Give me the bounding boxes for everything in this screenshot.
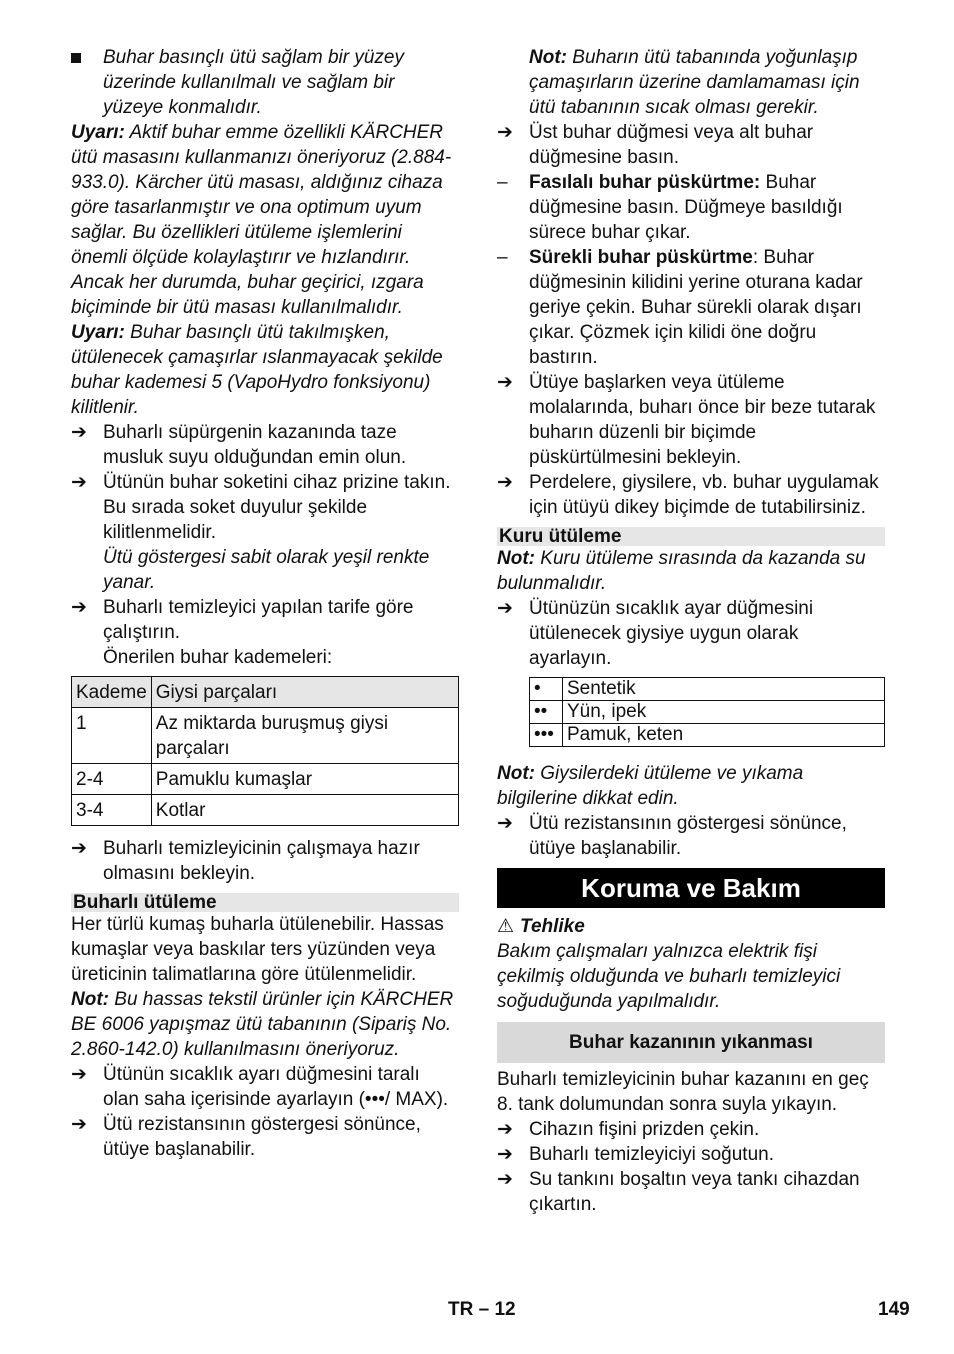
paragraph: Her türlü kumaş buharla ütülenebilir. Hassas kumaşlar veya baskılar ters yüzünden veya üreticinin talimatlarına göre ütülenmelidir. [71,914,444,985]
list-item: ➔ Üst buhar düğmesi veya alt buhar düğmesine basın. [497,122,814,168]
square-bullet-icon [71,45,99,70]
list-item: – Fasılalı buhar püskürtme: Buhar düğmesine basın. Düğmeye basıldığı sürece buhar çıkar. [497,172,843,243]
list-item: ➔ Su tankını boşaltın veya tankı cihazdan çıkartın. [497,1169,860,1215]
note-paragraph: Not: Kuru ütüleme sırasında da kazanda su bulunmalıdır. [497,548,866,594]
table-header-cell: Kademe [72,677,152,708]
step-note: Ütü göstergesi sabit olarak yeşil renkte yanar. [103,547,430,593]
arrow-icon: ➔ [497,1169,513,1190]
arrow-icon: ➔ [497,372,513,393]
table-row [530,678,885,701]
left-column [71,45,459,1162]
table-cell: 2-4 [72,764,152,795]
table-cell: Kotlar [151,795,458,826]
section-heading: Buharlı ütüleme [71,893,459,912]
dash-icon: – [497,247,508,268]
step-subtext: Önerilen buhar kademeleri: [103,647,333,668]
table-cell: Pamuk, keten [563,724,885,747]
list-item: ➔ Ütü rezistansının göstergesi sönünce, ütüye başlanabilir. [71,1114,421,1160]
table-row [530,724,885,747]
arrow-icon: ➔ [71,1064,87,1085]
warning-triangle-icon: ⚠ [497,916,515,937]
list-item: ➔ Buharlı temizleyicinin çalışmaya hazır olmasını bekleyin. [71,838,420,884]
arrow-icon: ➔ [497,1119,513,1140]
page-number: 149 [878,1299,910,1320]
list-item: ➔ Ütünüzün sıcaklık ayar düğmesini ütülenecek giysiye uygun olarak ayarlayın. [497,598,814,669]
paragraph: Buharlı temizleyicinin buhar kazanını en geç 8. tank dolumundan sonra suyla yıkayın. [497,1069,869,1115]
note-paragraph: Not: Giysilerdeki ütüleme ve yıkama bilgilerine dikkat edin. [497,763,804,809]
note-paragraph: Not: Bu hassas tekstil ürünler için KÄRCHER BE 6006 yapışmaz ütü tabanının (Sipariş No. 2.860-142.0) kullanılmasını öneriyoruz. [71,989,454,1060]
table-cell: Pamuklu kumaşlar [151,764,458,795]
arrow-icon: ➔ [497,122,513,143]
arrow-icon: ➔ [71,597,87,618]
list-item: ➔ Buharlı temizleyici yapılan tarife göre çalıştırın. [71,597,414,643]
sub-heading: Buhar kazanının yıkanması [497,1022,885,1063]
list-item: ➔ Ütüye başlarken veya ütüleme molalarında, buharı önce bir beze tutarak buharın düzenli bir biçimde püskürtülmesini bekleyin. [497,372,876,468]
table-cell: 3-4 [72,795,152,826]
list-item: ➔ Perdelere, giysilere, vb. buhar uygulamak için ütüyü dikey biçimde de tutabilirsiniz. [497,472,879,518]
list-item: ➔ Buharlı süpürgenin kazanında taze musluk suyu olduğundan emin olun. [71,422,407,468]
table-header-cell: Giysi parçaları [151,677,458,708]
table-row [72,708,459,764]
danger-heading: ⚠ Tehlike [497,916,585,937]
list-item: ➔ Cihazın fişini prizden çekin. [497,1119,760,1140]
list-item: ➔ Ütünün buhar soketini cihaz prizine takın. Bu sırada soket duyulur şekilde kilitlenmelidir. [71,472,451,543]
table-cell: Sentetik [563,678,885,701]
arrow-icon: ➔ [497,813,513,834]
arrow-icon: ➔ [497,598,513,619]
arrow-icon: ➔ [71,422,87,443]
right-column [497,45,885,1217]
table-cell: • [530,678,563,701]
list-item: ➔ Ütü rezistansının göstergesi sönünce, ütüye başlanabilir. [497,813,847,859]
footer-section-label: TR – 12 [448,1299,516,1320]
table-row [530,701,885,724]
arrow-icon: ➔ [497,1144,513,1165]
arrow-icon: ➔ [497,472,513,493]
table-cell: •• [530,701,563,724]
table-header-row [72,677,459,708]
table-row [72,795,459,826]
table-cell: Az miktarda buruşmuş giysi parçaları [151,708,458,764]
steam-level-table [71,676,459,826]
main-heading: Koruma ve Bakım [497,868,885,908]
table-cell: 1 [72,708,152,764]
warning-paragraph: Uyarı: Buhar basınçlı ütü takılmışken, ütülenecek çamaşırlar ıslanmayacak şekilde buhar kademesi 5 (VapoHydro fonksiyonu) kilitlenir. [71,322,443,418]
list-item: ➔ Buharlı temizleyiciyi soğutun. [497,1144,774,1165]
arrow-icon: ➔ [71,838,87,859]
list-item: Buhar basınçlı ütü sağlam bir yüzey üzerinde kullanılmalı ve sağlam bir yüzeye konmalıdır. [71,45,459,120]
dash-icon: – [497,172,508,193]
arrow-icon: ➔ [71,472,87,493]
table-cell: ••• [530,724,563,747]
warning-paragraph: Uyarı: Aktif buhar emme özellikli KÄRCHER ütü masasını kullanmanızı öneriyoruz (2.884-933.0). Kärcher ütü masası, aldığınız cihaza göre tasarlanmıştır ve ona optimum uyum sağlar. Bu özellikleri ütüleme işlemlerini önemli ölçüde kolaylaştırır ve hızlandırır. Ancak her durumda, buhar geçirici, ızgara biçiminde bir ütü masası kullanılmalıdır. [71,122,452,318]
table-row [72,764,459,795]
table-cell: Yün, ipek [563,701,885,724]
note-paragraph: Not: Buharın ütü tabanında yoğunlaşıp çamaşırların üzerine damlamaması için ütü tabanının sıcak olması gerekir. [529,47,860,118]
list-item: – Sürekli buhar püskürtme: Buhar düğmesinin kilidini yerine oturana kadar geriye çekin. Buhar sürekli olarak dışarı çıkar. Çözmek için kilidi öne doğru bastırın. [497,247,863,368]
danger-paragraph: Bakım çalışmaları yalnızca elektrik fişi çekilmiş olduğunda ve buharlı temizleyici soğuduğunda yapılmalıdır. [497,941,841,1012]
section-heading: Kuru ütüleme [497,527,885,546]
temperature-setting-table [529,677,885,747]
list-item: ➔ Ütünün sıcaklık ayarı düğmesini taralı olan saha içerisinde ayarlayın (•••/ MAX). [71,1064,449,1110]
arrow-icon: ➔ [71,1114,87,1135]
